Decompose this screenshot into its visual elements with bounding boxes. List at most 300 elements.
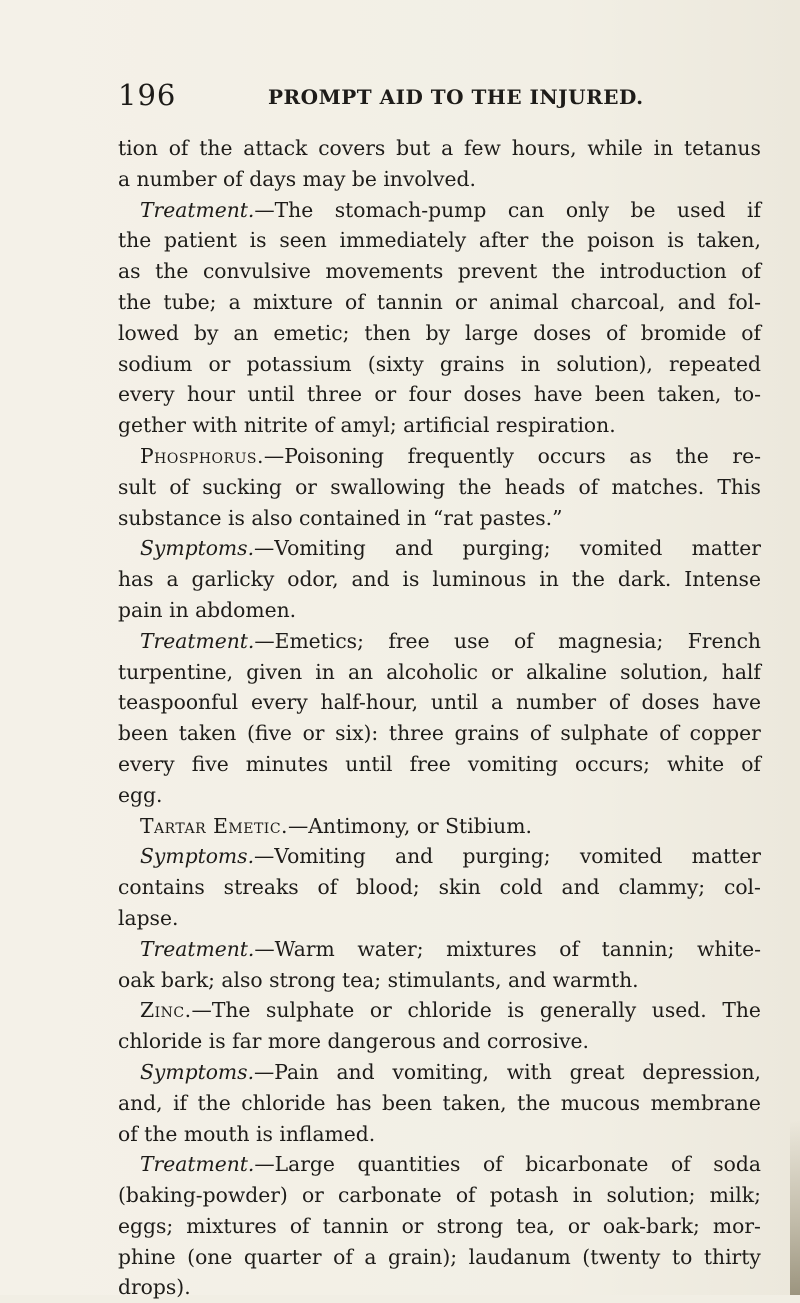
word: sodium xyxy=(118,351,193,376)
word: tube; xyxy=(163,289,217,314)
word: oak-bark; xyxy=(602,1213,700,1238)
word: This xyxy=(717,474,761,499)
word: doses xyxy=(533,320,592,345)
word: or xyxy=(567,1213,590,1238)
word: taken, xyxy=(657,382,722,407)
text-line xyxy=(118,195,761,226)
word: may xyxy=(302,166,346,191)
word: vomiting, xyxy=(392,1059,489,1084)
word: solution; xyxy=(606,1183,696,1208)
word: in xyxy=(406,505,427,530)
word: half xyxy=(721,659,761,684)
word: skin xyxy=(438,875,481,900)
word: tion xyxy=(118,136,158,160)
text-line xyxy=(118,379,761,410)
word: the xyxy=(199,136,233,160)
word: (sixty xyxy=(367,351,424,376)
word: four xyxy=(408,382,452,407)
word: an xyxy=(233,320,259,345)
word: seen xyxy=(279,228,327,253)
word: of xyxy=(345,289,365,314)
text-line xyxy=(118,1211,761,1242)
word: have xyxy=(533,382,583,407)
word: —Warm xyxy=(254,936,335,961)
word: white xyxy=(667,751,725,776)
word: thirty xyxy=(703,1244,761,1269)
word: of xyxy=(741,751,761,776)
word: of xyxy=(314,413,335,438)
word: the xyxy=(675,443,709,468)
word: phine xyxy=(118,1244,176,1269)
line-lead-word xyxy=(140,1149,335,1180)
word: alcoholic xyxy=(386,659,478,684)
word: involved. xyxy=(383,166,476,191)
word: stomach-pump xyxy=(334,197,487,222)
word: depression, xyxy=(642,1059,761,1084)
word: patient xyxy=(163,228,237,253)
word: magnesia; xyxy=(558,628,664,653)
text-line xyxy=(118,934,761,965)
word: or xyxy=(416,813,439,838)
word: inflamed. xyxy=(279,1121,376,1146)
word: more xyxy=(267,1029,321,1054)
text-line xyxy=(118,1057,761,1088)
word: re- xyxy=(732,443,761,468)
word: alkaline xyxy=(526,659,608,684)
text-line xyxy=(118,1088,761,1119)
line-lead-word xyxy=(140,934,335,965)
text-line xyxy=(118,503,761,534)
word: used xyxy=(677,197,726,222)
word: purging; xyxy=(462,844,551,869)
word: sulphate xyxy=(560,721,649,746)
word: introduction xyxy=(599,259,727,284)
word: if xyxy=(746,197,761,222)
section-label: Treatment. xyxy=(140,628,255,653)
word: stimulants, xyxy=(387,967,502,992)
word: or xyxy=(208,351,231,376)
word: of xyxy=(118,1121,138,1146)
word: cold xyxy=(499,875,543,900)
section-label: Symptoms. xyxy=(140,1059,255,1084)
word: been xyxy=(594,382,645,407)
word: matter xyxy=(691,844,761,869)
word: taken, xyxy=(442,1090,507,1115)
word: as xyxy=(629,443,652,468)
word: contains xyxy=(118,875,205,900)
running-title: PROMPT AID TO THE INJURED. xyxy=(268,85,644,109)
word: or xyxy=(491,659,513,684)
word: tea; xyxy=(342,967,382,992)
word: in xyxy=(169,597,189,622)
text-line xyxy=(118,410,761,441)
word: until xyxy=(345,751,393,776)
word: quarter xyxy=(243,1244,322,1269)
word: a xyxy=(441,136,454,160)
word: matches. xyxy=(611,474,705,499)
body-text xyxy=(118,133,761,1303)
word: the xyxy=(541,228,575,253)
line-lead-word xyxy=(140,533,366,564)
word: use xyxy=(454,628,490,653)
text-line xyxy=(118,287,761,318)
word: pain xyxy=(118,597,163,622)
word: doses xyxy=(641,690,700,715)
word: animal xyxy=(489,289,559,314)
word: (one xyxy=(187,1244,233,1269)
word: tea, xyxy=(516,1213,555,1238)
word: purging; xyxy=(462,536,551,561)
word: occurs; xyxy=(575,751,650,776)
substance-heading: Tartar Emetic. xyxy=(140,813,288,838)
word: of xyxy=(559,936,580,961)
word: a xyxy=(364,1244,377,1269)
word: to- xyxy=(733,382,761,407)
word: free xyxy=(409,751,451,776)
word: and xyxy=(677,289,716,314)
word: pastes.” xyxy=(479,505,563,530)
word: potash xyxy=(489,1183,559,1208)
word: far xyxy=(232,1029,262,1054)
word: and xyxy=(561,875,600,900)
word: in xyxy=(539,567,559,592)
text-line xyxy=(118,1149,761,1180)
word: of xyxy=(670,1152,691,1177)
word: white- xyxy=(697,936,761,961)
line-lead-word xyxy=(140,841,366,872)
word: The xyxy=(722,998,761,1023)
word: be xyxy=(351,166,377,191)
word: or xyxy=(374,382,397,407)
word: respiration. xyxy=(495,413,616,438)
word: oak xyxy=(118,967,155,992)
word: be xyxy=(630,197,656,222)
word: copper xyxy=(689,721,761,746)
text-line xyxy=(118,965,761,996)
word: the xyxy=(155,259,189,284)
word: is xyxy=(249,228,267,253)
word: covers xyxy=(318,136,386,160)
word: —Vomiting xyxy=(254,536,366,561)
word: of xyxy=(317,875,338,900)
word: the xyxy=(144,1121,178,1146)
word: a xyxy=(228,289,241,314)
word: —The xyxy=(191,998,251,1023)
word: poison xyxy=(587,228,655,253)
word: is xyxy=(256,1121,273,1146)
word: and xyxy=(395,844,434,869)
word: emetic; xyxy=(273,320,350,345)
word: tannin; xyxy=(601,936,675,961)
word: Intense xyxy=(684,567,761,592)
line-lead-word xyxy=(140,195,313,226)
substance-heading: Phosphorus. xyxy=(140,443,264,468)
word: streaks xyxy=(223,875,299,900)
text-line xyxy=(118,780,761,811)
word: swallowing xyxy=(330,474,446,499)
word: few xyxy=(464,136,501,160)
word: strong xyxy=(436,1213,504,1238)
text-line xyxy=(118,657,761,688)
word: and xyxy=(336,1059,375,1084)
word: three xyxy=(307,382,362,407)
word: clammy; xyxy=(618,875,706,900)
word: lowed xyxy=(118,320,180,345)
word: six): xyxy=(335,721,379,746)
word: three xyxy=(388,721,444,746)
word: quantities xyxy=(357,1152,461,1177)
text-line xyxy=(118,1272,761,1303)
word: col- xyxy=(723,875,761,900)
word: abdomen. xyxy=(195,597,297,622)
word: until xyxy=(430,690,479,715)
word: artificial xyxy=(403,413,490,438)
word: laudanum xyxy=(468,1244,571,1269)
word: teaspoonful xyxy=(118,690,239,715)
word: vomited xyxy=(579,844,663,869)
word: taken, xyxy=(696,228,761,253)
text-line xyxy=(118,164,761,195)
word: attack xyxy=(243,136,308,160)
word: a xyxy=(166,567,179,592)
word: is xyxy=(507,998,525,1023)
word: the xyxy=(118,289,152,314)
word: movements xyxy=(325,259,444,284)
word: every xyxy=(251,690,308,715)
word: sult xyxy=(118,474,157,499)
word: bicarbonate xyxy=(525,1152,649,1177)
word: with xyxy=(506,1059,552,1084)
text-line xyxy=(118,595,761,626)
word: substance xyxy=(118,505,222,530)
word: been xyxy=(118,721,169,746)
text-line xyxy=(118,564,761,595)
word: amyl; xyxy=(340,413,397,438)
text-line xyxy=(118,1026,761,1057)
word: of xyxy=(741,320,761,345)
word: of xyxy=(169,474,190,499)
word: solution), xyxy=(556,351,653,376)
word: of xyxy=(333,1244,353,1269)
word: or xyxy=(369,998,392,1023)
word: every xyxy=(118,751,175,776)
word: —Poisoning xyxy=(263,443,384,468)
word: hours, xyxy=(511,136,577,160)
word: until xyxy=(247,382,295,407)
word: convulsive xyxy=(202,259,311,284)
word: —Emetics; xyxy=(254,628,364,653)
word: chloride xyxy=(118,1029,203,1054)
word: in xyxy=(572,1183,593,1208)
word: of xyxy=(223,166,243,191)
word: of xyxy=(606,320,626,345)
page-edge-shadow xyxy=(790,1120,800,1295)
word: taken xyxy=(178,721,237,746)
word: in xyxy=(315,659,335,684)
word: large xyxy=(465,320,519,345)
line-lead-word xyxy=(140,441,384,472)
word: and xyxy=(442,1029,481,1054)
section-label: Treatment. xyxy=(140,1152,255,1177)
word: hour xyxy=(187,382,236,407)
text-line xyxy=(118,811,761,842)
line-lead-word xyxy=(140,626,364,657)
word: a xyxy=(491,690,504,715)
word: egg. xyxy=(118,782,163,807)
word: number xyxy=(515,690,597,715)
word: mor- xyxy=(712,1213,761,1238)
word: (baking-powder) xyxy=(118,1183,288,1208)
text-line xyxy=(118,533,761,564)
word: mouth xyxy=(183,1121,250,1146)
word: also xyxy=(221,967,263,992)
word: potassium xyxy=(246,351,352,376)
word: or xyxy=(401,1213,424,1238)
word: chloride xyxy=(241,1090,326,1115)
text-line xyxy=(118,133,761,164)
word: after xyxy=(478,228,529,253)
word: blood; xyxy=(356,875,420,900)
word: then xyxy=(364,320,411,345)
line-lead-word xyxy=(140,1057,319,1088)
word: luminous xyxy=(432,567,527,592)
word: given xyxy=(246,659,303,684)
word: tannin xyxy=(322,1213,389,1238)
word: gether xyxy=(118,413,186,438)
word: by xyxy=(425,320,451,345)
word: mixture xyxy=(252,289,333,314)
word: the xyxy=(551,259,586,284)
word: has xyxy=(118,567,154,592)
text-line xyxy=(118,626,761,657)
text-line xyxy=(118,687,761,718)
word: is xyxy=(402,567,420,592)
word: bark; xyxy=(161,967,215,992)
word: of xyxy=(289,1213,310,1238)
word: odor, xyxy=(287,567,339,592)
word: corrosive. xyxy=(487,1029,589,1054)
word: charcoal, xyxy=(570,289,666,314)
text-line xyxy=(118,225,761,256)
word: soda xyxy=(713,1152,761,1177)
text-line xyxy=(118,1180,761,1211)
word: but xyxy=(396,136,431,160)
word: milk; xyxy=(709,1183,761,1208)
word: vomiting xyxy=(467,751,558,776)
word: an xyxy=(347,659,374,684)
word: the xyxy=(571,567,605,592)
page-header xyxy=(118,78,758,118)
section-label: Symptoms. xyxy=(140,844,255,869)
word: turpentine, xyxy=(118,659,234,684)
word: (five xyxy=(247,721,292,746)
section-label: Symptoms. xyxy=(140,536,255,561)
word: of xyxy=(455,1183,476,1208)
word: —Pain xyxy=(254,1059,319,1084)
word: or xyxy=(301,1183,324,1208)
word: repeated xyxy=(669,351,761,376)
word: of xyxy=(608,690,629,715)
word: can xyxy=(507,197,545,222)
page-number: 196 xyxy=(118,78,177,112)
word: occurs xyxy=(537,443,606,468)
word: number xyxy=(136,166,217,191)
word: in xyxy=(520,351,541,376)
word: grains xyxy=(439,351,505,376)
text-line xyxy=(118,872,761,903)
word: heads xyxy=(504,474,566,499)
word: half-hour, xyxy=(320,690,419,715)
word: eggs; xyxy=(118,1213,174,1238)
text-line xyxy=(118,841,761,872)
word: the xyxy=(197,1090,231,1115)
word: dangerous xyxy=(327,1029,436,1054)
word: a xyxy=(118,166,131,191)
word: is xyxy=(208,1029,226,1054)
substance-heading: Zinc. xyxy=(140,998,192,1023)
word: carbonate xyxy=(338,1183,442,1208)
word: membrane xyxy=(650,1090,761,1115)
word: of xyxy=(168,136,189,160)
word: five xyxy=(191,751,229,776)
word: contained xyxy=(299,505,401,530)
word: matter xyxy=(691,536,761,561)
word: while xyxy=(587,136,643,160)
text-line xyxy=(118,349,761,380)
section-label: Treatment. xyxy=(140,936,255,961)
word: water; xyxy=(357,936,424,961)
word: mixtures xyxy=(446,936,537,961)
word: the xyxy=(517,1090,551,1115)
word: of xyxy=(513,628,534,653)
word: grain); xyxy=(388,1244,458,1269)
word: used. xyxy=(651,998,707,1023)
word: mixtures xyxy=(186,1213,277,1238)
word: —Vomiting xyxy=(254,844,366,869)
word: of xyxy=(659,721,679,746)
word: the xyxy=(118,228,152,253)
word: also xyxy=(251,505,293,530)
text-line xyxy=(118,472,761,503)
word: strong xyxy=(269,967,336,992)
word: sucking xyxy=(202,474,282,499)
word: been xyxy=(382,1090,433,1115)
word: every xyxy=(118,382,175,407)
word: bromide xyxy=(640,320,727,345)
text-line xyxy=(118,718,761,749)
word: of xyxy=(529,721,550,746)
word: only xyxy=(565,197,610,222)
word: grains xyxy=(454,721,520,746)
text-line xyxy=(118,1242,761,1273)
word: doses xyxy=(463,382,522,407)
word: and xyxy=(395,536,434,561)
word: free xyxy=(388,628,430,653)
word: French xyxy=(687,628,761,653)
word: and xyxy=(351,567,390,592)
word: —The xyxy=(254,197,314,222)
text-line xyxy=(118,318,761,349)
word: have xyxy=(712,690,761,715)
word: —Antimony, xyxy=(288,813,411,838)
word: (twenty xyxy=(582,1244,661,1269)
text-line xyxy=(118,441,761,472)
word: frequently xyxy=(407,443,514,468)
text-line xyxy=(118,903,761,934)
word: immediately xyxy=(339,228,467,253)
text-line xyxy=(118,749,761,780)
word: sulphate xyxy=(266,998,355,1023)
